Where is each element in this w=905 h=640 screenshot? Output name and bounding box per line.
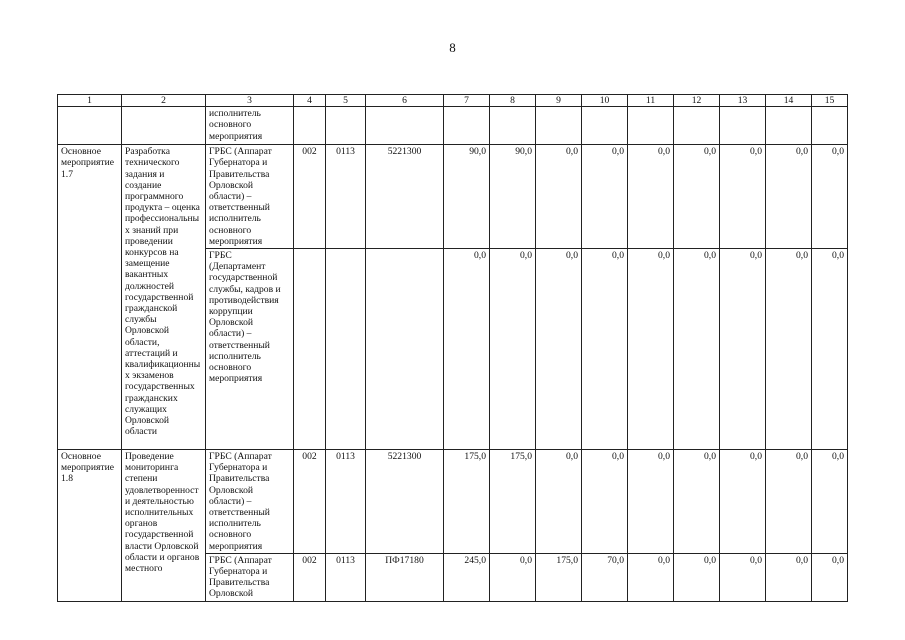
value-cell: 002: [294, 145, 326, 249]
value-cell: 0113: [326, 145, 366, 249]
table-row: [58, 450, 848, 554]
measure-description: Разработка технического задания и создание программного продукта – оценка профессиональных знаний при проведении конкурсов на замещение вакантных должностей государственной гражданской службы Орловской области, аттестаций и квалификационных экзаменов государственных гражданских служащих Орловской области: [122, 145, 206, 450]
header-cell: 1: [58, 95, 122, 107]
value-cell: 0,0: [536, 450, 582, 554]
value-cell: 0113: [326, 450, 366, 554]
header-cell: 10: [582, 95, 628, 107]
measure-name: Основное мероприятие 1.7: [58, 145, 122, 450]
header-cell: 8: [490, 95, 536, 107]
value-cell: 0,0: [720, 553, 766, 601]
header-cell: 4: [294, 95, 326, 107]
header-cell: 12: [674, 95, 720, 107]
value-cell: 0,0: [720, 450, 766, 554]
page-number: 8: [449, 40, 456, 55]
value-cell: 0,0: [628, 553, 674, 601]
value-cell: 0,0: [444, 249, 490, 450]
measure-name: Основное мероприятие 1.8: [58, 450, 122, 602]
value-cell: 0,0: [674, 249, 720, 450]
value-cell: 175,0: [444, 450, 490, 554]
value-cell: 245,0: [444, 553, 490, 601]
value-cell: 0,0: [628, 249, 674, 450]
budget-table: [57, 94, 848, 602]
header-cell: 15: [812, 95, 848, 107]
header-cell: 14: [766, 95, 812, 107]
value-cell: 90,0: [444, 145, 490, 249]
header-row: [58, 95, 848, 107]
value-cell: [326, 249, 366, 450]
header-cell: 7: [444, 95, 490, 107]
value-cell: 0,0: [812, 450, 848, 554]
value-cell: 0,0: [490, 553, 536, 601]
value-cell: 0,0: [490, 249, 536, 450]
value-cell: 5221300: [366, 145, 444, 249]
table-row: [58, 107, 848, 145]
table-row: [58, 145, 848, 249]
value-cell: 002: [294, 450, 326, 554]
value-cell: 0,0: [582, 450, 628, 554]
value-cell: 0,0: [536, 249, 582, 450]
executor-cell: ГРБС (Департамент государственной службы, кадров и противодействия коррупции Орловской области) – ответственный исполнитель основного мероприятия: [206, 249, 294, 450]
value-cell: 0,0: [628, 145, 674, 249]
value-cell: 0,0: [720, 145, 766, 249]
value-cell: 0,0: [674, 553, 720, 601]
executor-cell: исполнитель основного мероприятия: [206, 107, 294, 145]
executor-cell: ГРБС (Аппарат Губернатора и Правительства Орловской: [206, 553, 294, 601]
value-cell: 70,0: [582, 553, 628, 601]
header-cell: 11: [628, 95, 674, 107]
value-cell: 0,0: [766, 145, 812, 249]
header-cell: 5: [326, 95, 366, 107]
value-cell: 0113: [326, 553, 366, 601]
value-cell: 0,0: [674, 145, 720, 249]
value-cell: 5221300: [366, 450, 444, 554]
measure-description: Проведение мониторинга степени удовлетворенности деятельностью исполнительных органов государственной власти Орловской области и органов местного: [122, 450, 206, 602]
value-cell: 0,0: [812, 249, 848, 450]
header-cell: 13: [720, 95, 766, 107]
header-cell: 2: [122, 95, 206, 107]
value-cell: 0,0: [582, 249, 628, 450]
value-cell: [294, 249, 326, 450]
value-cell: 0,0: [766, 249, 812, 450]
value-cell: [366, 249, 444, 450]
header-cell: 6: [366, 95, 444, 107]
value-cell: 0,0: [536, 145, 582, 249]
value-cell: 0,0: [766, 450, 812, 554]
value-cell: 0,0: [812, 553, 848, 601]
value-cell: 90,0: [490, 145, 536, 249]
header-cell: 9: [536, 95, 582, 107]
value-cell: 0,0: [720, 249, 766, 450]
header-cell: 3: [206, 95, 294, 107]
executor-cell: ГРБС (Аппарат Губернатора и Правительства Орловской области) – ответственный исполнитель основного мероприятия: [206, 450, 294, 554]
executor-cell: ГРБС (Аппарат Губернатора и Правительства Орловской области) – ответственный исполнитель основного мероприятия: [206, 145, 294, 249]
value-cell: 0,0: [628, 450, 674, 554]
value-cell: 0,0: [812, 145, 848, 249]
value-cell: 0,0: [766, 553, 812, 601]
value-cell: 002: [294, 553, 326, 601]
value-cell: 175,0: [490, 450, 536, 554]
value-cell: 0,0: [582, 145, 628, 249]
value-cell: 0,0: [674, 450, 720, 554]
value-cell: ПФ17180: [366, 553, 444, 601]
value-cell: 175,0: [536, 553, 582, 601]
